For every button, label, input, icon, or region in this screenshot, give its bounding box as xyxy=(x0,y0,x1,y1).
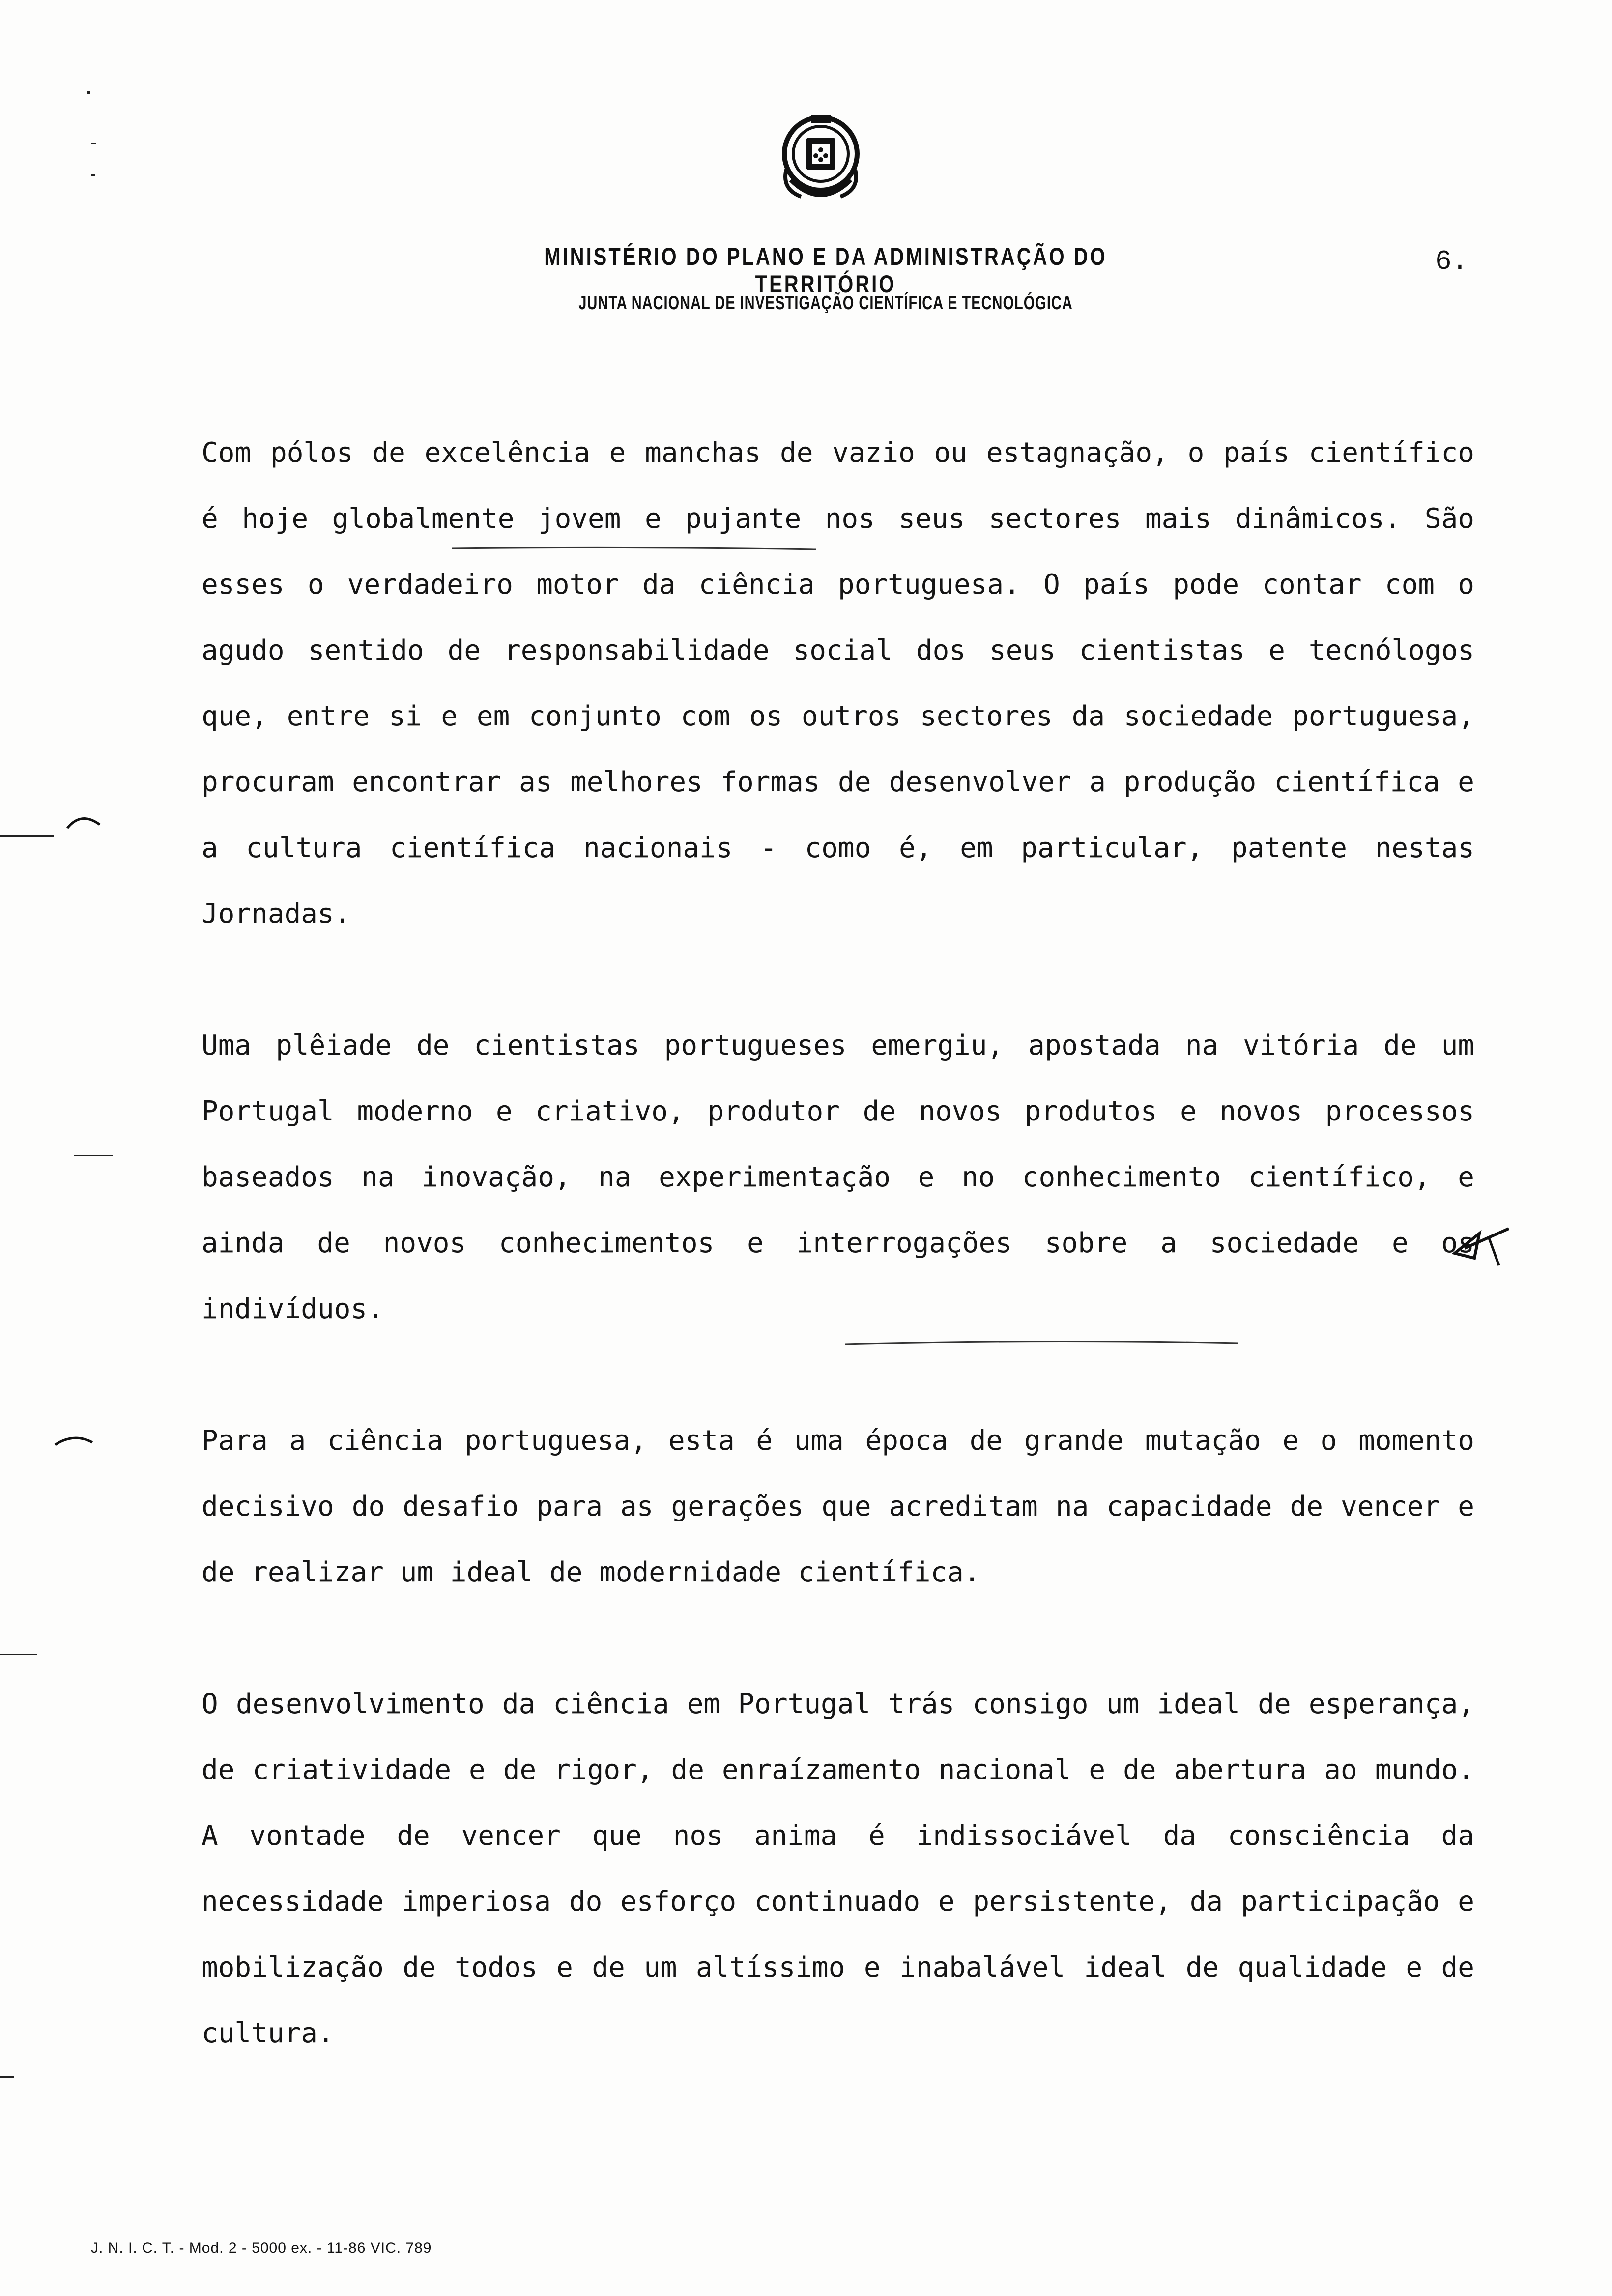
margin-mark xyxy=(74,1155,113,1156)
junta-heading: JUNTA NACIONAL DE INVESTIGAÇÃO CIENTÍFICA E TECNOLÓGICA xyxy=(578,292,1073,314)
margin-mark xyxy=(0,2076,14,2078)
margin-mark xyxy=(91,143,96,144)
handwritten-underline xyxy=(845,1339,1238,1346)
margin-mark xyxy=(0,835,54,837)
margin-mark xyxy=(54,1430,93,1450)
margin-mark xyxy=(0,1654,37,1655)
ministry-heading: MINISTÉRIO DO PLANO E DA ADMINISTRAÇÃO DO TERRITÓRIO xyxy=(544,243,1107,298)
margin-mark xyxy=(66,811,101,831)
paragraph-4: O desenvolvimento da ciência em Portugal trás consigo um ideal de esperança, de criatividade e de rigor, de enraízamento nacional e de abertura ao mundo. A vontade de vencer que nos anima é indissociável da consciência da necessidade imperiosa do esforço continuado e persistente, da participação e mobilização de todos e de um altíssimo e inabalável ideal de qualidade e de cultura. xyxy=(202,1688,1474,2049)
paragraph-1: Com pólos de excelência e manchas de vazio ou estagnação, o país científico é hoje globalmente jovem e pujante nos seus sectores mais dinâmicos. São esses o verdadeiro motor da ciência portuguesa. O país pode contar com o agudo sentido de responsabilidade social dos seus cientistas e tecnólogos que, entre si e em conjunto com os outros sectores da sociedade portuguesa, procuram encontrar as melhores formas de desenvolver a produção científica e a cultura científica nacionais - como é, em particular, patente nestas Jornadas. xyxy=(202,437,1474,930)
handwritten-underline xyxy=(452,545,816,551)
margin-mark xyxy=(91,174,95,176)
paragraph-2: Uma plêiade de cientistas portugueses emergiu, apostada na vitória de um Portugal moderno e criativo, produtor de novos produtos e novos processos baseados na inovação, na experimentação e no conhecimento científico, e ainda de novos conhecimentos e interrogações sobre a sociedade e os indivíduos. xyxy=(202,1030,1474,1325)
handwritten-mark-icon xyxy=(1445,1219,1514,1268)
form-code: J. N. I. C. T. - Mod. 2 - 5000 ex. - 11-86 VIC. 789 xyxy=(91,2240,432,2256)
page-number: 6. xyxy=(1435,246,1468,277)
margin-mark xyxy=(87,91,90,94)
body-text xyxy=(202,420,1474,2066)
paragraph-3: Para a ciência portuguesa, esta é uma época de grande mutação e o momento decisivo do desafio para as gerações que acreditam na capacidade de vencer e de realizar um ideal de modernidade científica. xyxy=(202,1425,1474,1588)
coat-of-arms-icon xyxy=(772,111,870,209)
